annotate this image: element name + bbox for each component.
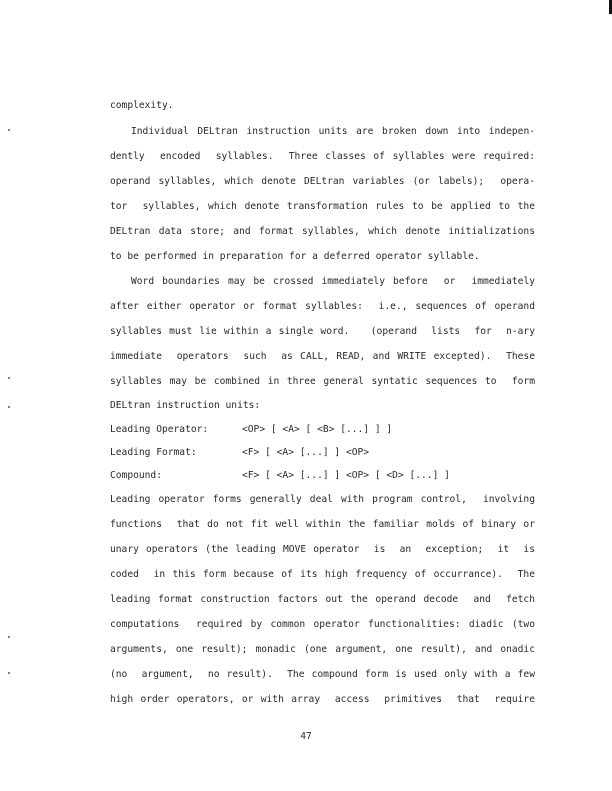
- form-label: Leading Format:: [110, 447, 197, 458]
- scan-speck: [8, 672, 10, 674]
- form-syntax: <OP> [ <A> [ <B> [...] ] ]: [242, 424, 393, 435]
- form-syntax: <F> [ <A> [...] ] <OP>: [242, 447, 370, 458]
- paragraph-line: immediate operators such as CALL, READ, and WRITE excepted). These: [110, 351, 535, 362]
- scan-speck: [8, 129, 10, 131]
- scan-speck: [8, 406, 10, 408]
- paragraph-line: arguments, one result); monadic (one argument, one result), and onadic: [110, 644, 535, 655]
- paragraph-line: dently encoded syllables. Three classes of syllables were required:: [110, 151, 535, 162]
- paragraph-line: functions that do not fit well within the familiar molds of binary or: [110, 519, 535, 530]
- paragraph-line: unary operators (the leading MOVE operator is an exception; it is: [110, 544, 535, 555]
- paragraph-line: leading format construction factors out the operand decode and fetch: [110, 594, 535, 605]
- paragraph-line: Word boundaries may be crossed immediately before or immediately: [131, 276, 535, 287]
- paragraph-line: to be performed in preparation for a deferred operator syllable.: [110, 251, 480, 262]
- paragraph-line: operand syllables, which denote DELtran variables (or labels); opera-: [110, 176, 535, 187]
- paragraph-line: Individual DELtran instruction units are broken down into indepen-: [131, 126, 535, 137]
- paragraph-line: complexity.: [110, 100, 174, 111]
- paragraph-line: DELtran instruction units:: [110, 400, 261, 411]
- page-number: 47: [300, 731, 312, 742]
- scan-speck: [8, 377, 10, 379]
- paragraph-line: after either operator or format syllables: i.e., sequences of operand: [110, 301, 535, 312]
- paragraph-line: syllables must lie within a single word. (operand lists for n-ary: [110, 326, 535, 337]
- scan-speck: [8, 636, 10, 638]
- paragraph-line: syllables may be combined in three general syntatic sequences to form: [110, 376, 535, 387]
- paragraph-line: Leading operator forms generally deal with program control, involving: [110, 494, 535, 505]
- form-label: Leading Operator:: [110, 424, 209, 435]
- paragraph-line: tor syllables, which denote transformation rules to be applied to the: [110, 201, 535, 212]
- paragraph-line: (no argument, no result). The compound form is used only with a few: [110, 669, 535, 680]
- paragraph-line: DELtran data store; and format syllables, which denote initializations: [110, 226, 535, 237]
- paragraph-line: high order operators, or with array access primitives that require: [110, 694, 535, 705]
- form-syntax: <F> [ <A> [...] ] <OP> [ <D> [...] ]: [242, 470, 450, 481]
- form-label: Compound:: [110, 470, 162, 481]
- paragraph-line: coded in this form because of its high frequency of occurrance). The: [110, 569, 535, 580]
- paragraph-line: computations required by common operator functionalities: diadic (two: [110, 619, 535, 630]
